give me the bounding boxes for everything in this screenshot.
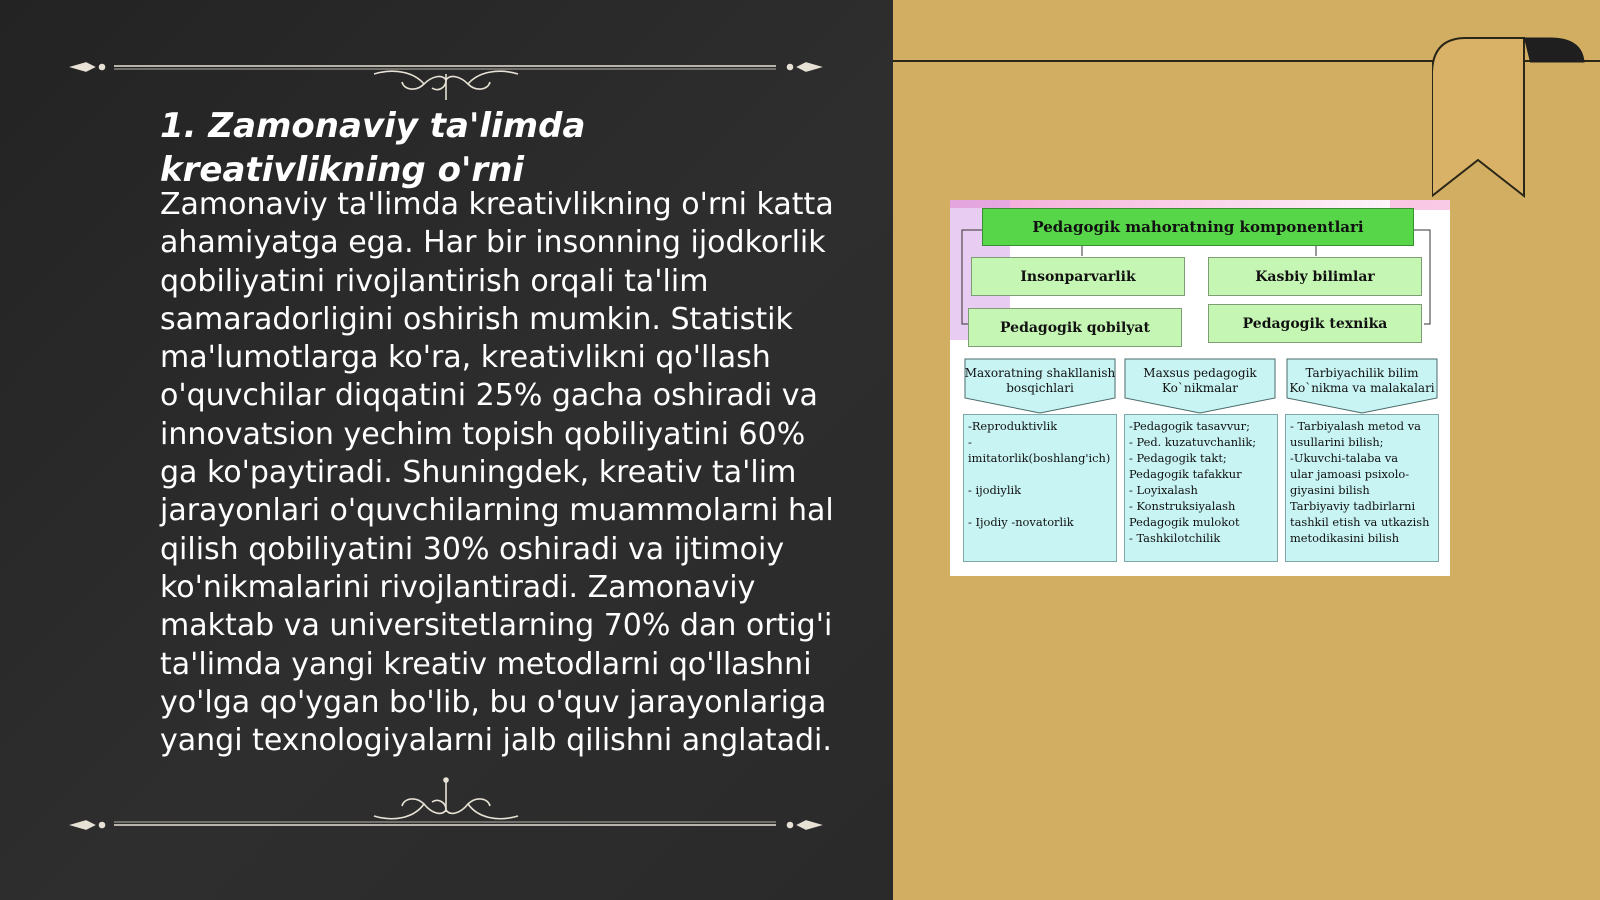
- subheader-1-line1: Maxoratning shakllanish: [964, 366, 1116, 380]
- subheader-1: [964, 360, 1116, 402]
- component-pedagogik-texnika: Pedagogik texnika: [1208, 304, 1422, 343]
- component-insonparvarlik: Insonparvarlik: [971, 257, 1185, 296]
- subheader-3-line1: Tarbiyachilik bilim: [1305, 366, 1419, 380]
- list-upbringing-skills: - Tarbiyalash metod va usullarini bilish; -Ukuvchi-talaba va ular jamoasi psixolo- giyasini bilish Tarbiyaviy tadbirlarni tashkil etish va utkazish metodikasini bilish: [1285, 414, 1439, 562]
- subheader-2-line1: Maxsus pedagogik: [1143, 366, 1257, 380]
- subheader-2: [1124, 360, 1276, 402]
- subheader-2-line2: Ko`nikmalar: [1162, 381, 1238, 395]
- list-special-skills: -Pedagogik tasavvur; - Ped. kuzatuvchanlik; - Pedagogik takt; Pedagogik tafakkur - Loyixalash - Konstruksiyalash Pedagogik mulokot - Tashkilotchilik: [1124, 414, 1278, 562]
- subheader-3: [1286, 360, 1438, 402]
- pedagogical-skills-diagram: [950, 200, 1450, 576]
- bookmark-ribbon: [1432, 34, 1592, 204]
- slide-body-text: Zamonaviy ta'limda kreativlikning o'rni katta ahamiyatga ega. Har bir insonning ijodkorlik qobiliyatini rivojlantirish orqali ta'lim samaradorligini oshirish mumkin. Statistik ma'lumotlarga ko'ra, kreativlikni qo'llash o'quvchilar diqqatini 25% gacha oshiradi va innovatsion yechim topish qobiliyatini 60% ga ko'paytiradi. Shuningdek, kreativ ta'lim jarayonlari o'quvchilarning muammolarni hal qilish qobiliyatini 30% oshiradi va ijtimoiy ko'nikmalarini rivojlantiradi. Zamonaviy maktab va universitetlarning 70% dan ortig'i ta'limda yangi kreativ metodlarni qo'llashni yo'lga qo'ygan bo'lib, bu o'quv jarayonlariga yangi texnologiyalarni jalb qilishni anglatadi.: [160, 187, 834, 759]
- subheader-1-line2: bosqichlari: [1006, 381, 1074, 395]
- bottom-ornament-divider: [64, 772, 828, 832]
- component-pedagogik-qobilyat: Pedagogik qobilyat: [968, 308, 1182, 347]
- component-kasbiy-bilimlar: Kasbiy bilimlar: [1208, 257, 1422, 296]
- subheader-3-line2: Ko`nikma va malakalari: [1289, 381, 1435, 395]
- slide-title: 1. Zamonaviy ta'limda kreativlikning o'rni: [160, 106, 586, 190]
- diagram-title-box: Pedagogik mahoratning komponentlari: [982, 208, 1414, 246]
- list-stages: -Reproduktivlik -imitatorlik(boshlang'ich) - ijodiylik - Ijodiy -novatorlik: [963, 414, 1117, 562]
- top-ornament-divider: [64, 40, 828, 100]
